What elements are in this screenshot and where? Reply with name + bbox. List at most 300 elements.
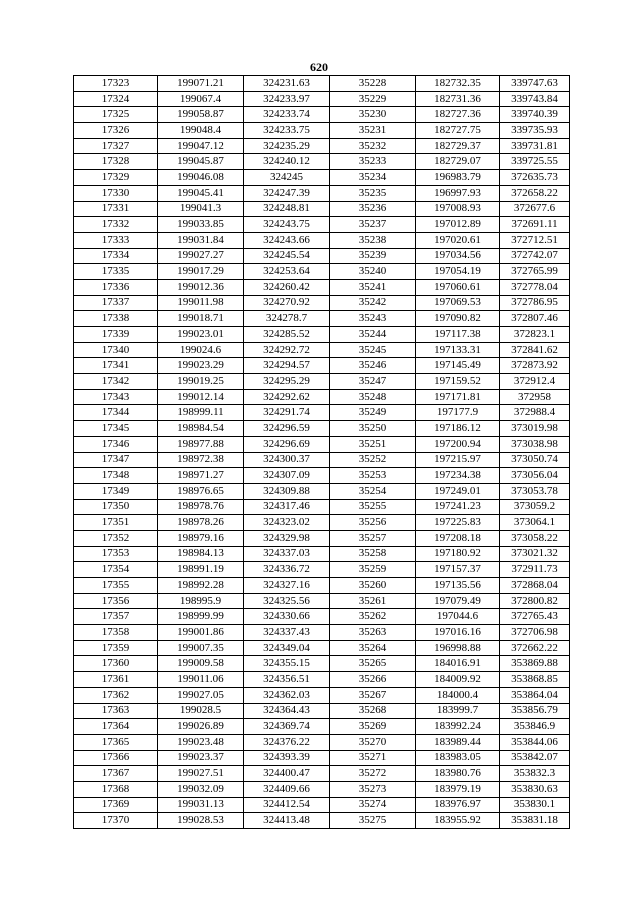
table-cell: 35269 [330, 719, 416, 735]
table-cell: 197135.56 [416, 578, 500, 594]
table-cell: 324309.88 [244, 483, 330, 499]
table-row [74, 311, 570, 327]
table-cell: 324233.75 [244, 123, 330, 139]
table-cell: 324243.75 [244, 217, 330, 233]
table-cell: 184009.92 [416, 672, 500, 688]
table-cell: 199023.29 [158, 358, 244, 374]
table-cell: 324296.69 [244, 436, 330, 452]
table-cell: 35273 [330, 781, 416, 797]
table-cell: 183989.44 [416, 734, 500, 750]
table-cell: 198976.65 [158, 483, 244, 499]
table-cell: 17334 [74, 248, 158, 264]
table-row [74, 546, 570, 562]
table-row [74, 515, 570, 531]
table-cell: 17331 [74, 201, 158, 217]
table-row [74, 405, 570, 421]
table-cell: 17339 [74, 327, 158, 343]
table-cell: 199027.27 [158, 248, 244, 264]
table-row [74, 562, 570, 578]
table-row [74, 123, 570, 139]
table-cell: 339735.93 [500, 123, 570, 139]
table-row [74, 813, 570, 829]
table-cell: 339743.84 [500, 91, 570, 107]
table-cell: 17362 [74, 687, 158, 703]
table-cell: 372807.46 [500, 311, 570, 327]
table-cell: 324248.81 [244, 201, 330, 217]
table-cell: 182732.35 [416, 76, 500, 92]
table-cell: 324409.66 [244, 781, 330, 797]
table-cell: 35244 [330, 327, 416, 343]
table-cell: 324235.29 [244, 138, 330, 154]
table-cell: 199023.37 [158, 750, 244, 766]
table-cell: 17333 [74, 232, 158, 248]
table-row [74, 374, 570, 390]
table-row [74, 295, 570, 311]
table-cell: 372988.4 [500, 405, 570, 421]
table-cell: 197034.56 [416, 248, 500, 264]
table-cell: 35257 [330, 530, 416, 546]
table-cell: 197241.23 [416, 499, 500, 515]
table-cell: 197044.6 [416, 609, 500, 625]
table-cell: 35270 [330, 734, 416, 750]
table-row [74, 656, 570, 672]
table-cell: 199011.98 [158, 295, 244, 311]
table-cell: 353846.9 [500, 719, 570, 735]
table-cell: 197225.83 [416, 515, 500, 531]
table-cell: 35230 [330, 107, 416, 123]
table-cell: 372677.6 [500, 201, 570, 217]
table-row [74, 625, 570, 641]
table-cell: 198984.54 [158, 421, 244, 437]
table-cell: 373021.32 [500, 546, 570, 562]
table-cell: 197171.81 [416, 389, 500, 405]
table-cell: 183992.24 [416, 719, 500, 735]
table-cell: 353844.06 [500, 734, 570, 750]
table-cell: 199031.13 [158, 797, 244, 813]
table-cell: 17342 [74, 374, 158, 390]
table-cell: 35260 [330, 578, 416, 594]
table-row [74, 107, 570, 123]
table-cell: 199041.3 [158, 201, 244, 217]
table-cell: 17367 [74, 766, 158, 782]
table-cell: 324412.54 [244, 797, 330, 813]
table-row [74, 483, 570, 499]
table-row [74, 593, 570, 609]
table-cell: 35271 [330, 750, 416, 766]
table-row [74, 687, 570, 703]
table-cell: 373019.98 [500, 421, 570, 437]
table-cell: 17336 [74, 279, 158, 295]
table-cell: 199067.4 [158, 91, 244, 107]
table-cell: 373053.78 [500, 483, 570, 499]
table-cell: 199024.6 [158, 342, 244, 358]
table-cell: 35234 [330, 170, 416, 186]
table-cell: 198992.28 [158, 578, 244, 594]
table-cell: 353864.04 [500, 687, 570, 703]
table-cell: 372691.11 [500, 217, 570, 233]
table-cell: 197177.9 [416, 405, 500, 421]
table-cell: 35253 [330, 468, 416, 484]
table-cell: 35247 [330, 374, 416, 390]
table-cell: 17346 [74, 436, 158, 452]
table-cell: 198995.9 [158, 593, 244, 609]
table-cell: 17323 [74, 76, 158, 92]
table-cell: 324400.47 [244, 766, 330, 782]
table-row [74, 248, 570, 264]
table-row [74, 358, 570, 374]
table-cell: 17340 [74, 342, 158, 358]
table-cell: 17335 [74, 264, 158, 280]
table-cell: 198978.76 [158, 499, 244, 515]
table-cell: 35249 [330, 405, 416, 421]
table-row [74, 389, 570, 405]
table-cell: 196998.88 [416, 640, 500, 656]
table-cell: 324337.43 [244, 625, 330, 641]
table-cell: 35238 [330, 232, 416, 248]
table-cell: 183983.05 [416, 750, 500, 766]
table-cell: 17369 [74, 797, 158, 813]
table-cell: 35275 [330, 813, 416, 829]
table-row [74, 530, 570, 546]
table-cell: 183955.92 [416, 813, 500, 829]
table-cell: 17353 [74, 546, 158, 562]
table-cell: 198977.88 [158, 436, 244, 452]
table-cell: 17352 [74, 530, 158, 546]
table-cell: 35272 [330, 766, 416, 782]
table-cell: 35236 [330, 201, 416, 217]
table-cell: 35228 [330, 76, 416, 92]
table-cell: 17361 [74, 672, 158, 688]
table-cell: 17366 [74, 750, 158, 766]
table-cell: 35248 [330, 389, 416, 405]
table-row [74, 138, 570, 154]
table-cell: 324413.48 [244, 813, 330, 829]
table-cell: 199012.36 [158, 279, 244, 295]
table-cell: 339747.63 [500, 76, 570, 92]
table-row [74, 578, 570, 594]
table-cell: 199027.05 [158, 687, 244, 703]
table-cell: 197020.61 [416, 232, 500, 248]
table-cell: 17324 [74, 91, 158, 107]
table-cell: 197117.38 [416, 327, 500, 343]
table-cell: 324270.92 [244, 295, 330, 311]
table-cell: 198979.16 [158, 530, 244, 546]
table-cell: 35241 [330, 279, 416, 295]
table-cell: 17354 [74, 562, 158, 578]
table-cell: 35263 [330, 625, 416, 641]
table-cell: 17348 [74, 468, 158, 484]
table-row [74, 185, 570, 201]
table-cell: 197145.49 [416, 358, 500, 374]
table-cell: 199028.53 [158, 813, 244, 829]
table-cell: 373059.2 [500, 499, 570, 515]
table-cell: 372868.04 [500, 578, 570, 594]
table-cell: 17368 [74, 781, 158, 797]
table-cell: 35231 [330, 123, 416, 139]
table-cell: 17351 [74, 515, 158, 531]
table-cell: 324362.03 [244, 687, 330, 703]
table-cell: 35229 [330, 91, 416, 107]
table-cell: 17359 [74, 640, 158, 656]
table-cell: 324336.72 [244, 562, 330, 578]
table-cell: 17325 [74, 107, 158, 123]
table-cell: 183999.7 [416, 703, 500, 719]
table-cell: 35252 [330, 452, 416, 468]
table-cell: 17355 [74, 578, 158, 594]
table-cell: 199018.71 [158, 311, 244, 327]
table-cell: 17330 [74, 185, 158, 201]
table-cell: 372765.99 [500, 264, 570, 280]
table-cell: 17332 [74, 217, 158, 233]
table-cell: 324295.29 [244, 374, 330, 390]
table-cell: 353831.18 [500, 813, 570, 829]
table-row [74, 766, 570, 782]
table-cell: 372658.22 [500, 185, 570, 201]
table-cell: 17344 [74, 405, 158, 421]
table-cell: 324337.03 [244, 546, 330, 562]
table-cell: 373064.1 [500, 515, 570, 531]
table-cell: 17370 [74, 813, 158, 829]
table-cell: 199027.51 [158, 766, 244, 782]
table-cell: 35262 [330, 609, 416, 625]
table-cell: 372800.82 [500, 593, 570, 609]
table-cell: 339725.55 [500, 154, 570, 170]
table-cell: 17327 [74, 138, 158, 154]
table-cell: 35243 [330, 311, 416, 327]
table-cell: 324285.52 [244, 327, 330, 343]
table-cell: 197180.92 [416, 546, 500, 562]
table-cell: 372912.4 [500, 374, 570, 390]
table-cell: 199026.89 [158, 719, 244, 735]
table-cell: 199048.4 [158, 123, 244, 139]
table-cell: 197133.31 [416, 342, 500, 358]
table-cell: 198984.13 [158, 546, 244, 562]
table-cell: 17343 [74, 389, 158, 405]
table-cell: 198978.26 [158, 515, 244, 531]
table-row [74, 436, 570, 452]
table-cell: 35251 [330, 436, 416, 452]
table-cell: 199009.58 [158, 656, 244, 672]
table-cell: 372841.62 [500, 342, 570, 358]
table-cell: 324355.15 [244, 656, 330, 672]
table-cell: 197159.52 [416, 374, 500, 390]
table-cell: 35261 [330, 593, 416, 609]
table-cell: 182729.37 [416, 138, 500, 154]
table-cell: 353830.1 [500, 797, 570, 813]
table-cell: 324376.22 [244, 734, 330, 750]
table-cell: 198972.38 [158, 452, 244, 468]
table-cell: 199019.25 [158, 374, 244, 390]
table-cell: 35265 [330, 656, 416, 672]
table-row [74, 672, 570, 688]
table-cell: 197054.19 [416, 264, 500, 280]
table-row [74, 781, 570, 797]
table-cell: 324291.74 [244, 405, 330, 421]
table-cell: 372823.1 [500, 327, 570, 343]
table-row [74, 327, 570, 343]
coordinates-table [73, 75, 570, 829]
table-row [74, 640, 570, 656]
table-cell: 324292.62 [244, 389, 330, 405]
table-row [74, 232, 570, 248]
table-cell: 35239 [330, 248, 416, 264]
table-cell: 17329 [74, 170, 158, 186]
table-cell: 17345 [74, 421, 158, 437]
table-cell: 324300.37 [244, 452, 330, 468]
table-row [74, 154, 570, 170]
table-cell: 372911.73 [500, 562, 570, 578]
table-cell: 17349 [74, 483, 158, 499]
table-cell: 35237 [330, 217, 416, 233]
table-cell: 324364.43 [244, 703, 330, 719]
table-cell: 183979.19 [416, 781, 500, 797]
table-cell: 199012.14 [158, 389, 244, 405]
table-cell: 17337 [74, 295, 158, 311]
table-cell: 35245 [330, 342, 416, 358]
table-cell: 198991.19 [158, 562, 244, 578]
table-cell: 197200.94 [416, 436, 500, 452]
table-cell: 199058.87 [158, 107, 244, 123]
table-cell: 35254 [330, 483, 416, 499]
table-row [74, 76, 570, 92]
table-cell: 35250 [330, 421, 416, 437]
table-cell: 197215.97 [416, 452, 500, 468]
table-cell: 199017.29 [158, 264, 244, 280]
table-cell: 199007.35 [158, 640, 244, 656]
table-cell: 17338 [74, 311, 158, 327]
table-cell: 35256 [330, 515, 416, 531]
table-cell: 372742.07 [500, 248, 570, 264]
table-cell: 35232 [330, 138, 416, 154]
table-cell: 373058.22 [500, 530, 570, 546]
table-cell: 197208.18 [416, 530, 500, 546]
table-cell: 184016.91 [416, 656, 500, 672]
table-cell: 339740.39 [500, 107, 570, 123]
table-cell: 35242 [330, 295, 416, 311]
table-cell: 35264 [330, 640, 416, 656]
table-cell: 324243.66 [244, 232, 330, 248]
table-body [74, 76, 570, 829]
table-cell: 17363 [74, 703, 158, 719]
table-cell: 35255 [330, 499, 416, 515]
table-cell: 198971.27 [158, 468, 244, 484]
table-cell: 324292.72 [244, 342, 330, 358]
table-cell: 324307.09 [244, 468, 330, 484]
table-cell: 353856.79 [500, 703, 570, 719]
table-row [74, 217, 570, 233]
table-cell: 324278.7 [244, 311, 330, 327]
table-cell: 17326 [74, 123, 158, 139]
table-cell: 199028.5 [158, 703, 244, 719]
table-cell: 324294.57 [244, 358, 330, 374]
table-cell: 372765.43 [500, 609, 570, 625]
table-cell: 17364 [74, 719, 158, 735]
table-cell: 373056.04 [500, 468, 570, 484]
table-cell: 199046.08 [158, 170, 244, 186]
table-cell: 17358 [74, 625, 158, 641]
table-cell: 35233 [330, 154, 416, 170]
table-cell: 197060.61 [416, 279, 500, 295]
table-cell: 199023.48 [158, 734, 244, 750]
table-cell: 324323.02 [244, 515, 330, 531]
table-cell: 35274 [330, 797, 416, 813]
table-cell: 35267 [330, 687, 416, 703]
table-cell: 35235 [330, 185, 416, 201]
table-row [74, 609, 570, 625]
table-cell: 35240 [330, 264, 416, 280]
table-row [74, 421, 570, 437]
table-cell: 199001.86 [158, 625, 244, 641]
table-cell: 182727.75 [416, 123, 500, 139]
table-row [74, 797, 570, 813]
table-cell: 35259 [330, 562, 416, 578]
table-row [74, 452, 570, 468]
table-cell: 324233.74 [244, 107, 330, 123]
table-cell: 372873.92 [500, 358, 570, 374]
table-row [74, 170, 570, 186]
table-cell: 197157.37 [416, 562, 500, 578]
table-cell: 197186.12 [416, 421, 500, 437]
table-row [74, 734, 570, 750]
table-cell: 372635.73 [500, 170, 570, 186]
table-cell: 17360 [74, 656, 158, 672]
table-cell: 196997.93 [416, 185, 500, 201]
table-row [74, 750, 570, 766]
table-cell: 372958 [500, 389, 570, 405]
table-cell: 324356.51 [244, 672, 330, 688]
table-cell: 199033.85 [158, 217, 244, 233]
table-row [74, 499, 570, 515]
table-row [74, 279, 570, 295]
table-cell: 199011.06 [158, 672, 244, 688]
table-cell: 353842.07 [500, 750, 570, 766]
table-cell: 17328 [74, 154, 158, 170]
table-cell: 182731.36 [416, 91, 500, 107]
table-cell: 324330.66 [244, 609, 330, 625]
table-cell: 199047.12 [158, 138, 244, 154]
table-cell: 353869.88 [500, 656, 570, 672]
table-cell: 324325.56 [244, 593, 330, 609]
table-row [74, 201, 570, 217]
table-cell: 199045.87 [158, 154, 244, 170]
table-cell: 35246 [330, 358, 416, 374]
table-cell: 324317.46 [244, 499, 330, 515]
table-cell: 324349.04 [244, 640, 330, 656]
table-cell: 373038.98 [500, 436, 570, 452]
table-row [74, 264, 570, 280]
table-cell: 198999.11 [158, 405, 244, 421]
table-cell: 182727.36 [416, 107, 500, 123]
table-cell: 197008.93 [416, 201, 500, 217]
table-cell: 183980.76 [416, 766, 500, 782]
table-row [74, 91, 570, 107]
table-cell: 199045.41 [158, 185, 244, 201]
table-cell: 339731.81 [500, 138, 570, 154]
page-number: 620 [310, 60, 328, 74]
table-cell: 324327.16 [244, 578, 330, 594]
table-cell: 182729.07 [416, 154, 500, 170]
table-cell: 199032.09 [158, 781, 244, 797]
table-cell: 324240.12 [244, 154, 330, 170]
table-cell: 324247.39 [244, 185, 330, 201]
table-cell: 324260.42 [244, 279, 330, 295]
table-cell: 17356 [74, 593, 158, 609]
table-row [74, 468, 570, 484]
table-cell: 184000.4 [416, 687, 500, 703]
table-cell: 17347 [74, 452, 158, 468]
table-cell: 197234.38 [416, 468, 500, 484]
table-cell: 324393.39 [244, 750, 330, 766]
